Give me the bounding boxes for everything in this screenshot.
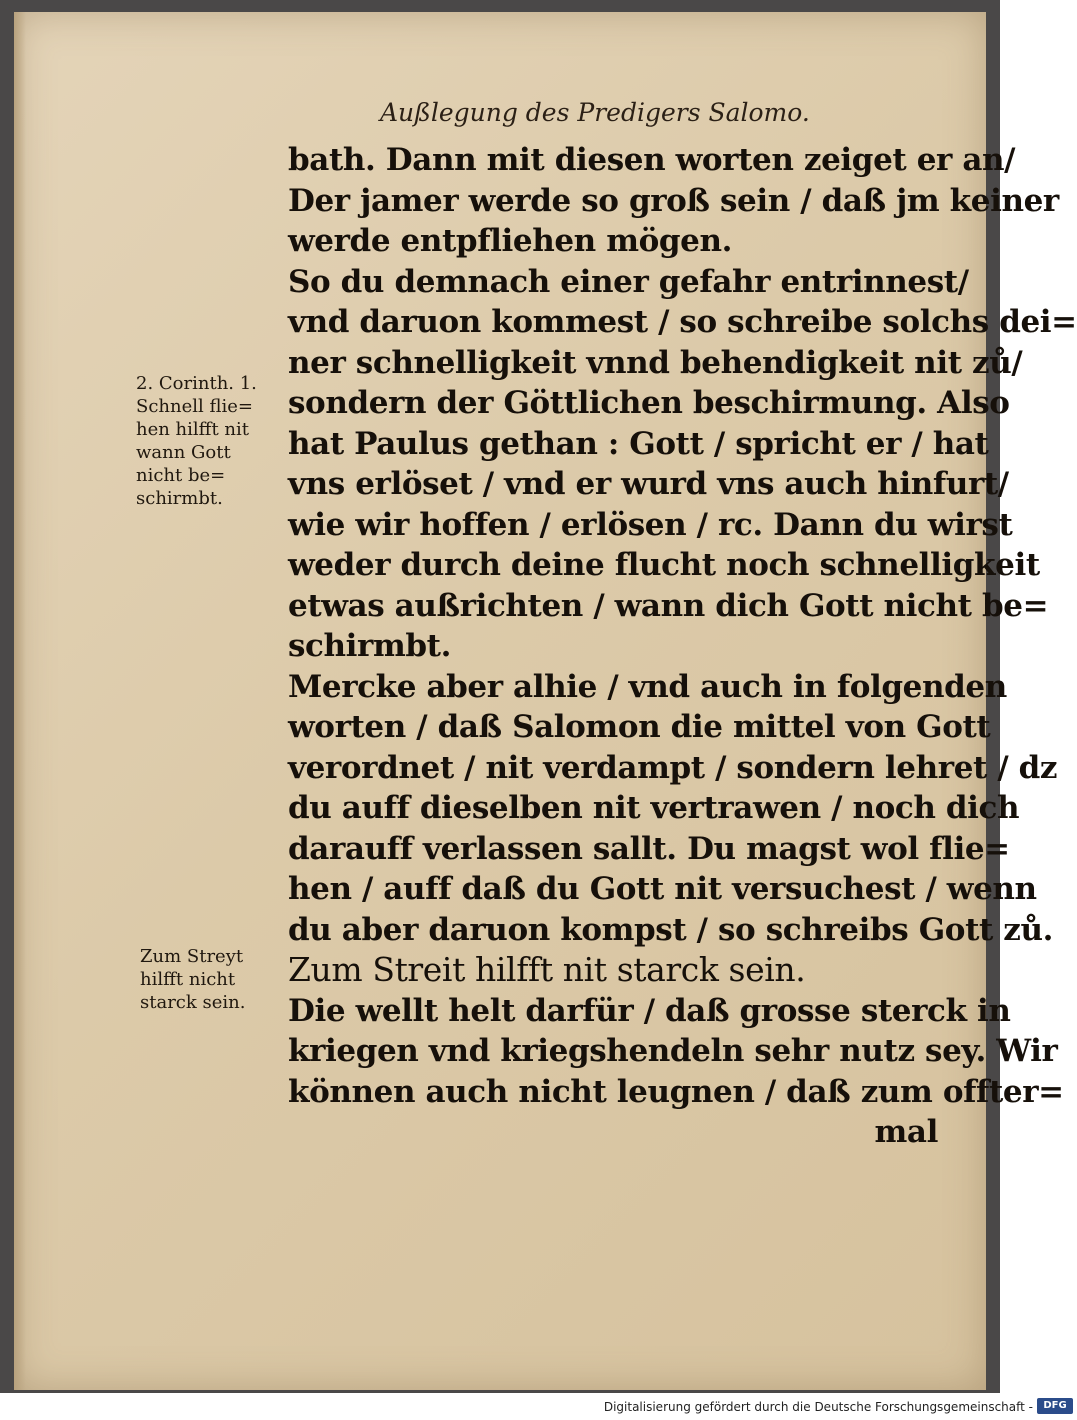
text-line: sondern der Göttlichen beschirmung. Also [288,385,1010,421]
text-line: vnd daruon kommest / so schreibe solchs dei= [288,304,1077,340]
margin-note-line: starck sein. [140,992,246,1013]
text-line: vns erlöset / vnd er wurd vns auch hinfurt/ [288,466,1009,502]
text-line: werde entpfliehen mögen. [288,223,733,259]
text-line: du auff dieselben nit vertrawen / noch dich [288,790,1020,826]
margin-note-line: 2. Corinth. 1. [136,373,257,394]
margin-note-streyt [140,945,245,1014]
running-head: Außlegung des Predigers Salomo. [380,98,810,127]
margin-note-line: wann Gott [136,442,231,463]
text-line: kriegen vnd kriegshendeln sehr nutz sey. Wir [288,1033,1058,1069]
text-line: hat Paulus gethan : Gott / spricht er / hat [288,425,989,462]
section-heading: Zum Streit hilfft nit starck sein. [288,950,806,989]
text-line: ner schnelligkeit vnnd behendigkeit nit zů/ [288,344,1023,381]
margin-note-line: nicht be= [136,465,226,486]
text-line: wie wir hoffen / erlösen / rc. Dann du wirst [288,506,1013,543]
margin-note-line: Zum Streyt [140,946,244,967]
margin-note-line: hilfft nicht [140,969,236,990]
text-line: du aber daruon kompst / so schreibs Gott zů. [288,911,1054,948]
text-line: Der jamer werde so groß sein / daß jm keiner [288,182,1059,219]
text-line: hen / auff daß du Gott nit versuchest / wenn [288,871,1037,907]
text-line: So du demnach einer gefahr entrinnest/ [288,263,969,300]
text-line: etwas außrichten / wann dich Gott nicht be= [288,587,1049,624]
margin-note-line: Schnell flie= [136,396,253,417]
margin-note-line: hen hilfft nit [136,419,249,440]
text-line: schirmbt. [288,628,451,664]
margin-note-corinthians [136,372,257,510]
funding-credit: Digitalisierung gefördert durch die Deutsche Forschungsgemeinschaft - [603,1400,1033,1414]
catchword: mal [874,1114,938,1150]
text-line: Mercke aber alhie / vnd auch in folgenden [288,668,1007,705]
dfg-logo: DFG [1037,1398,1073,1414]
text-line: bath. Dann mit diesen worten zeiget er an/ [288,142,1016,178]
text-line: weder durch deine flucht noch schnelligkeit [288,547,1040,583]
page-gutter-edge [14,12,26,1390]
text-line: darauff verlassen sallt. Du magst wol flie= [288,830,1010,867]
main-text-block [288,140,1077,1153]
margin-note-line: schirmbt. [136,488,223,509]
text-line: verordnet / nit verdampt / sondern lehret / dz [288,749,1058,786]
text-line: können auch nicht leugnen / daß zum offter= [288,1073,1064,1110]
text-line: Die wellt helt darfür / daß grosse sterck in [288,992,1011,1029]
text-line: worten / daß Salomon die mittel von Gott [288,709,991,745]
